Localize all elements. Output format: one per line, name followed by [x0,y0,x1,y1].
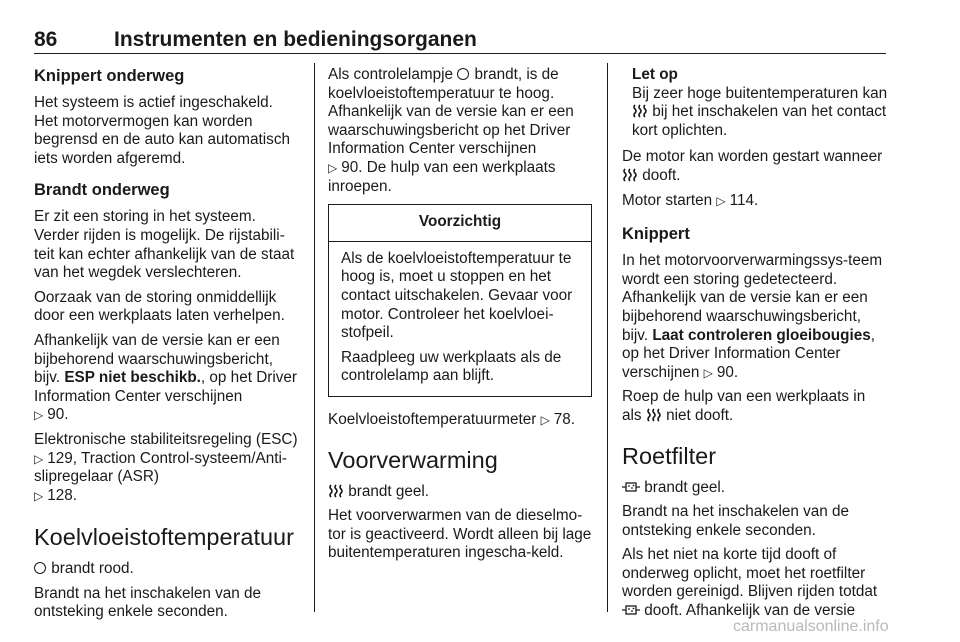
page-reference[interactable]: ▷ 90. De hulp van een werkplaats inroepen. [328,159,556,195]
text: Elektronische stabiliteitsregeling (ESC) [34,430,298,448]
text: brandt geel. [644,478,726,496]
glow-plug-icon [622,168,638,182]
section-heading-knippert-onderweg: Knippert onderweg [34,67,185,85]
text: Als controlelampje [328,66,453,83]
page-reference[interactable]: ▷ 129, Traction Control-systeem/Anti-slipregelaar (ASR) [34,450,287,486]
paragraph [328,411,592,430]
paragraph [622,192,888,211]
column-divider-1 [314,63,315,612]
particle-filter-icon [622,603,640,617]
section-heading-roetfilter: Roetfilter [622,442,717,469]
text: Als het niet na korte tijd dooft of onderweg oplicht, moet het roetfilter worden gereinigd. Blijven rijden totdat [622,546,878,601]
paragraph: Als de koelvloeistoftemperatuur te hoog is, moet u stoppen en het contact uitschakelen. Gevaar voor motor. Controleer het koelvloei-stofpeil. [341,249,573,342]
coolant-temperature-icon [457,68,469,80]
text: Bij zeer hoge buitentemperaturen kan [632,84,888,102]
page-reference[interactable]: ▷ 90. [34,406,69,423]
text: brandt, is de koelvloeistoftemperatuur te hoog. Afhankelijk van de versie kan er een waarschuwingsbericht op het Driver Information Center verschijnen [328,66,574,158]
paragraph [622,148,888,185]
paragraph [34,431,300,505]
text: bij het inschakelen van het contact kort oplichten. [632,103,887,139]
glow-plug-icon [328,484,344,498]
paragraph: Oorzaak van de storing onmiddellijk door een werkplaats laten verhelpen. [34,288,285,325]
text: dooft. Afhankelijk van de versie [644,602,856,620]
text: , op het Driver Information Center verschijnen [34,369,297,405]
paragraph: Er zit een storing in het systeem. Verder rijden is mogelijk. De rijstabili-teit kan echter afhankelijk van de staat van het wegdek verslechteren. [34,208,295,282]
paragraph [328,66,592,196]
paragraph [622,388,888,425]
text: , op het Driver Information Center verschijnen [622,326,876,381]
text: dooft. [642,166,681,184]
display-message: Laat controleren gloeibougies [652,326,871,344]
caution-box [328,204,592,397]
section-heading-brandt-onderweg: Brandt onderweg [34,181,170,200]
page-reference[interactable]: ▷ 128. [34,487,77,504]
page-reference[interactable]: ▷ 90. [704,364,739,381]
text: brandt rood. [51,560,134,578]
paragraph: Het systeem is actief ingeschakeld. Het motorvermogen kan worden begrensd en de auto kan automatisch iets worden afgeremd. [34,94,290,167]
paragraph: Het voorverwarmen van de dieselmo-tor is geactiveerd. Wordt alleen bij lage buitentemperaturen ingescha-keld. [328,507,592,562]
caution-body [329,242,591,396]
section-heading-knippert: Knippert [622,225,690,244]
text: Roep de hulp van een werkplaats in als [622,388,866,424]
paragraph: Brandt na het inschakelen van de ontsteking enkele seconden. [622,503,850,539]
paragraph [34,332,300,425]
text: In het motorvoorverwarmingssys-teem wordt een storing gedetecteerd. Afhankelijk van de versie kan er een bijbehorend waarschuwingsbericht, bijv. [622,252,883,344]
particle-filter-icon [622,480,640,494]
text: brandt geel. [348,482,430,500]
page-number: 86 [34,28,58,51]
text: niet dooft. [666,406,734,424]
paragraph [622,479,888,498]
column-2 [328,66,592,569]
page-reference[interactable]: ▷ 114. [716,192,758,209]
text: De motor kan worden gestart wanneer [622,148,883,166]
header-rule [34,53,886,54]
column-1 [34,66,300,628]
note-title: Let op [632,66,678,83]
paragraph [622,252,888,382]
page-reference[interactable]: ▷ 78. [541,411,576,428]
caution-title: Voorzichtig [329,205,591,242]
coolant-temperature-icon [34,562,46,574]
glow-plug-icon [632,104,648,118]
text: Motor starten [622,191,713,209]
paragraph [34,560,300,579]
paragraph: Raadpleeg uw werkplaats als de controlelamp aan blijft. [341,348,562,385]
paragraph [328,483,592,502]
note-text [632,85,888,141]
text: Afhankelijk van de versie kan er een bijbehorend waarschuwingsbericht, bijv. [34,331,280,387]
column-divider-2 [607,63,608,612]
watermark: carmanualsonline.info [733,618,889,635]
column-3 [622,66,888,627]
section-heading-koelvloeistoftemperatuur: Koelvloeistoftemperatuur [34,524,294,551]
note-box [622,66,888,140]
section-heading-voorverwarming: Voorverwarming [328,446,498,473]
page-title: Instrumenten en bedieningsorganen [114,28,477,51]
paragraph [622,546,888,620]
display-message: ESP niet beschikb. [64,369,201,387]
text: Koelvloeistoftemperatuurmeter [328,410,537,428]
page-header [34,28,886,56]
paragraph: Brandt na het inschakelen van de ontsteking enkele seconden. [34,584,262,621]
glow-plug-icon [646,408,662,422]
